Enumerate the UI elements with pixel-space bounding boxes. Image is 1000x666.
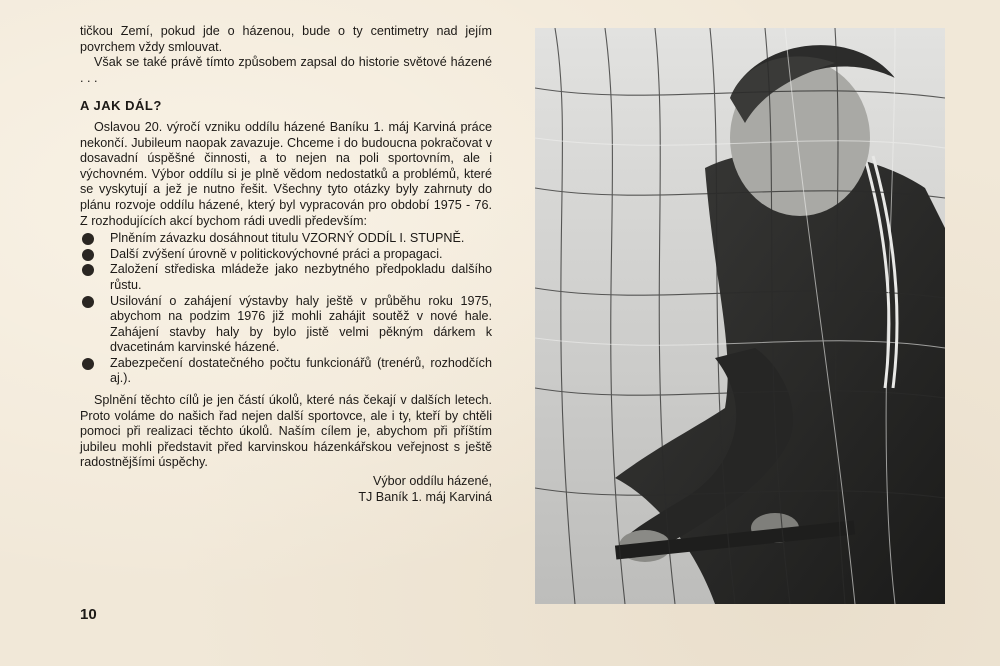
signature-line: TJ Baník 1. máj Karviná xyxy=(358,490,492,505)
bullet-dot-icon xyxy=(82,296,94,308)
bullet-dot-icon xyxy=(82,264,94,276)
signature-line: Výbor oddílu házené, xyxy=(372,474,492,489)
bullet-dot-icon xyxy=(82,249,94,261)
bullet-dot-icon xyxy=(82,233,94,245)
body-paragraph: Oslavou 20. výročí vzniku oddílu házené Baníku 1. máj Karviná práce nekončí. Jubileum naopak zavazuje. Chceme i do budoucna pokračovat v dosavadní úspěšné činnosti, a to nejen na poli sportovním, ale i výchovném. Výbor oddílu si je plně vědom nedostatků a problémů, které se vyskytují a jež je nutno řešit. Všechny tyto otázky byly zahrnuty do plánu rozvoje oddílu házené, který byl vypracován pro období 1975 - 76. Z rozhodujících akcí bychom rádi uvedli především: xyxy=(80,119,492,228)
list-item xyxy=(80,231,492,247)
list-item-text: Zabezpečení dostatečného počtu funkcionářů (trenérů, rozhodčích aj.). xyxy=(110,355,492,386)
list-item xyxy=(80,262,492,293)
article-column xyxy=(80,24,492,505)
goals-list xyxy=(80,231,492,387)
closing-paragraph: Splnění těchto cílů je jen částí úkolů, které nás čekají v dalších letech. Proto voláme do našich řad nejen další sportovce, ale i ty, kteří by chtěli pomoci při realizaci těchto úkolů. Naším cílem je, abychom při příštím jubileu mohli představit před karvinskou házenkářskou veřejnost s ještě radostnějšími úspěchy. xyxy=(80,393,492,470)
list-item-text: Usilování o zahájení výstavby haly ještě v průběhu roku 1975, abychom na podzim 1976 již mohli zahájit soutěž v nové hale. Zahájení stavby haly by bylo jistě velmi pěkným dárkem k dvacetinám karvinské házené. xyxy=(110,293,492,355)
section-heading: A JAK DÁL? xyxy=(80,98,162,114)
list-item-text: Založení střediska mládeže jako nezbytného předpokladu dalšího růstu. xyxy=(110,262,492,292)
list-item xyxy=(80,247,492,263)
signature-block xyxy=(80,473,492,505)
bullet-dot-icon xyxy=(82,358,94,370)
list-item xyxy=(80,356,492,387)
list-item xyxy=(80,294,492,356)
intro-paragraph-2: Však se také právě tímto způsobem zapsal do historie světové házené . . . xyxy=(80,55,492,85)
intro-paragraph: tičkou Zemí, pokud jde o házenou, bude o ty centimetry nad jejím povrchem vždy smlouvat. xyxy=(80,24,492,54)
list-item-text: Další zvýšení úrovně v politickovýchovné práci a propagaci. xyxy=(110,246,443,261)
page-number: 10 xyxy=(80,606,97,623)
list-item-text: Plněním závazku dosáhnout titulu VZORNÝ ODDÍL I. STUPNĚ. xyxy=(110,231,465,246)
man-repairing-goal-net-photo xyxy=(535,28,945,604)
